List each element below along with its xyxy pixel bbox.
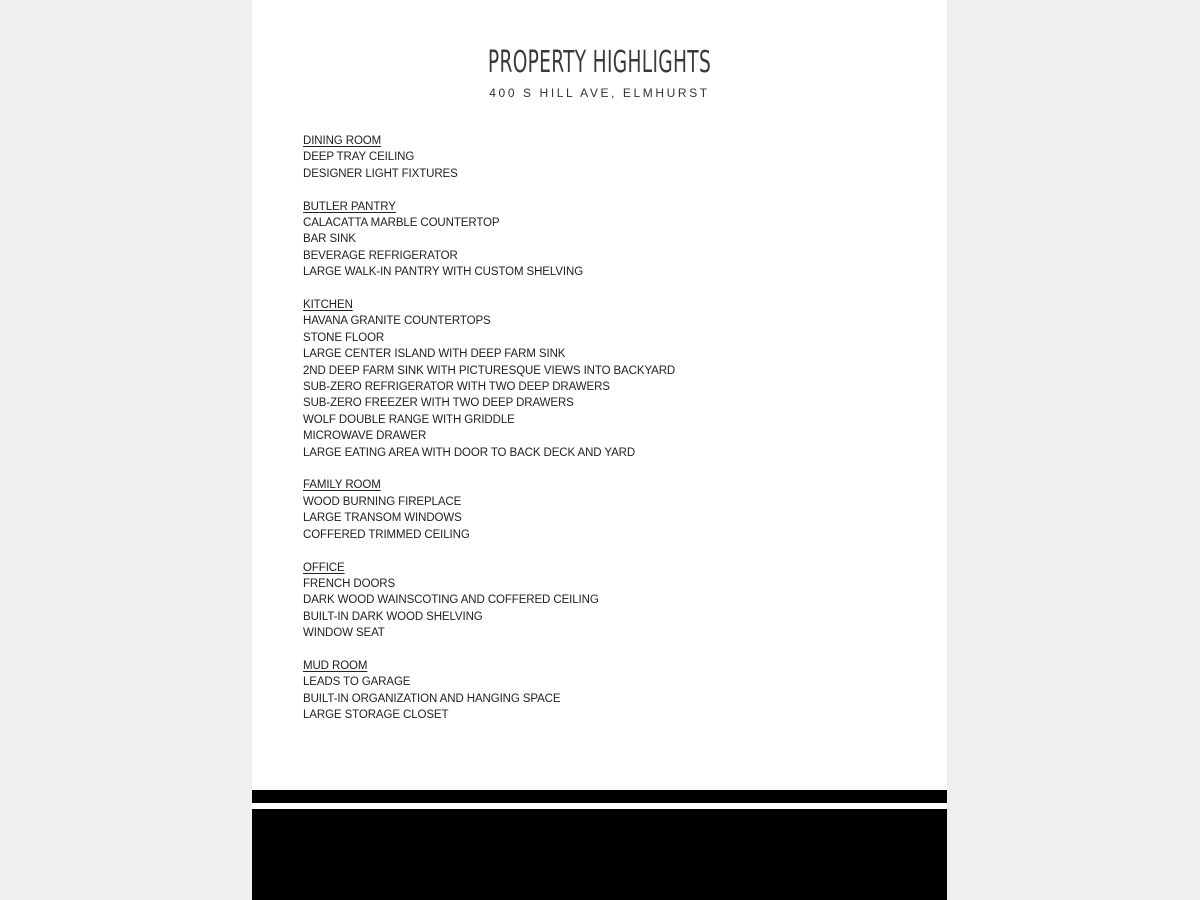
section-office [303, 560, 903, 642]
list-item: LARGE STORAGE CLOSET [303, 709, 449, 722]
list-item: HAVANA GRANITE COUNTERTOPS [303, 315, 491, 328]
list-item: STONE FLOOR [303, 331, 385, 344]
list-item: DARK WOOD WAINSCOTING AND COFFERED CEILING [303, 594, 599, 607]
list-item: BUILT-IN ORGANIZATION AND HANGING SPACE [303, 692, 561, 705]
section-butler-pantry [303, 199, 903, 281]
list-item: CALACATTA MARBLE COUNTERTOP [303, 217, 500, 230]
page-title: PROPERTY HIGHLIGHTS [487, 45, 712, 80]
list-item: LARGE WALK-IN PANTRY WITH CUSTOM SHELVING [303, 266, 584, 279]
section-heading: KITCHEN [303, 299, 353, 312]
list-item: SUB-ZERO FREEZER WITH TWO DEEP DRAWERS [303, 397, 574, 410]
list-item: BEVERAGE REFRIGERATOR [303, 249, 458, 262]
list-item: DESIGNER LIGHT FIXTURES [303, 167, 458, 180]
document-page [252, 0, 947, 900]
section-heading: FAMILY ROOM [303, 479, 381, 492]
footer-black-band [252, 809, 947, 900]
highlights-list [303, 133, 903, 740]
section-family-room [303, 477, 903, 543]
list-item: BUILT-IN DARK WOOD SHELVING [303, 610, 483, 623]
section-heading: BUTLER PANTRY [303, 200, 396, 213]
section-heading: MUD ROOM [303, 659, 368, 672]
list-item: LARGE TRANSOM WINDOWS [303, 512, 462, 525]
section-kitchen [303, 297, 903, 461]
footer-divider-bar [252, 790, 947, 803]
section-heading: DINING ROOM [303, 135, 382, 147]
list-item: DEEP TRAY CEILING [303, 151, 415, 164]
list-item: WOLF DOUBLE RANGE WITH GRIDDLE [303, 413, 515, 426]
property-address: 400 S HILL AVE, ELMHURST [489, 86, 710, 100]
list-item: 2ND DEEP FARM SINK WITH PICTURESQUE VIEWS INTO BACKYARD [303, 364, 676, 377]
section-heading: OFFICE [303, 561, 345, 574]
list-item: MICROWAVE DRAWER [303, 430, 427, 443]
list-item: WOOD BURNING FIREPLACE [303, 495, 462, 508]
section-dining-room [303, 133, 903, 182]
list-item: FRENCH DOORS [303, 577, 396, 590]
list-item: LEADS TO GARAGE [303, 676, 411, 689]
list-item: SUB-ZERO REFRIGERATOR WITH TWO DEEP DRAWERS [303, 381, 610, 394]
list-item: LARGE EATING AREA WITH DOOR TO BACK DECK AND YARD [303, 446, 636, 459]
list-item: BAR SINK [303, 233, 356, 246]
list-item: LARGE CENTER ISLAND WITH DEEP FARM SINK [303, 348, 566, 361]
list-item: WINDOW SEAT [303, 627, 385, 640]
section-mud-room [303, 658, 903, 724]
list-item: COFFERED TRIMMED CEILING [303, 528, 470, 541]
